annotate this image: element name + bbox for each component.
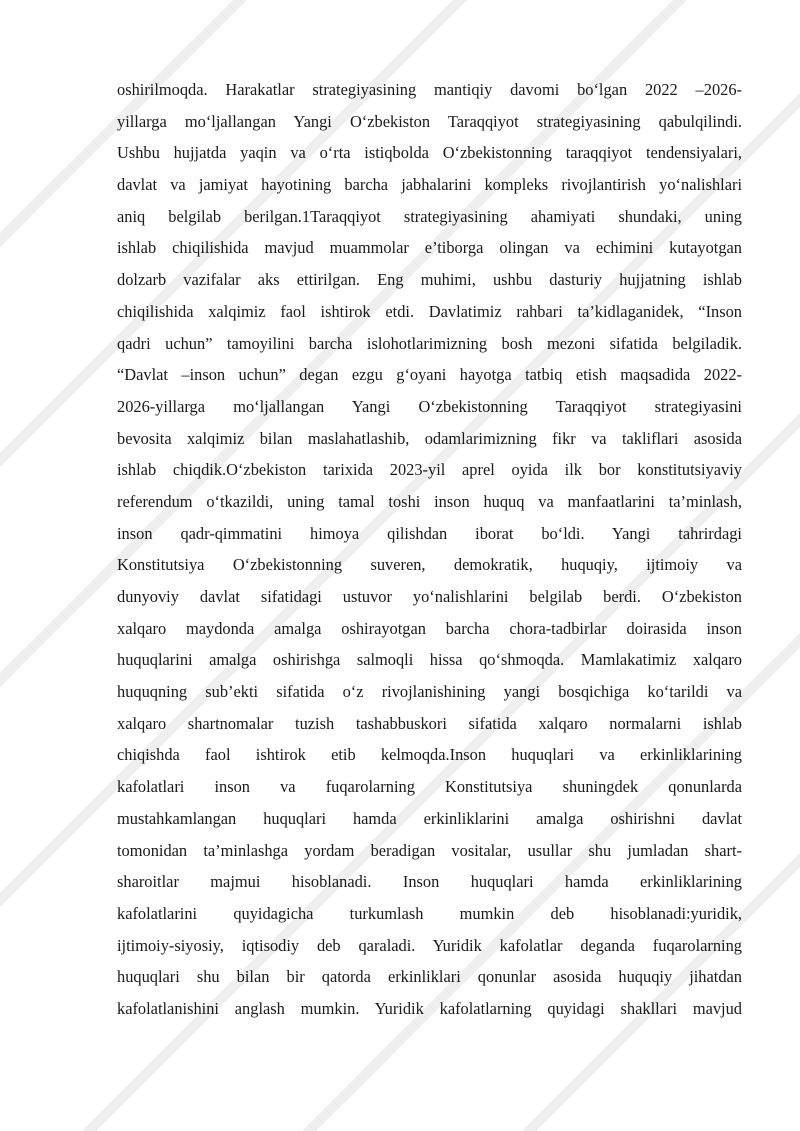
text-line: mustahkamlangan huquqlari hamda erkinliklarini amalga oshirishni davlat xyxy=(117,808,742,828)
text-line: ijtimoiy-siyosiy, iqtisodiy deb qaraladi. Yuridik kafolatlar deganda fuqarolarning xyxy=(117,935,742,955)
text-line: ishlab chiqilishida mavjud muammolar e’tiborga olingan va echimini kutayotgan xyxy=(117,238,742,258)
body-text xyxy=(117,74,742,1025)
text-line: dunyoviy davlat sifatidagi ustuvor yo‘nalishlarini belgilab berdi. O‘zbekiston xyxy=(117,587,742,606)
text-line: bevosita xalqimiz bilan maslahatlashib, odamlarimizning fikr va takliflari asosida xyxy=(117,428,742,448)
text-line: kafolatlari inson va fuqarolarning Konstitutsiya shuningdek qonunlarda xyxy=(117,777,742,797)
text-line: “Davlat –inson uchun” degan ezgu g‘oyani hayotga tatbiq etish maqsadida 2022- xyxy=(117,365,742,385)
text-line: kafolatlarini quyidagicha turkumlash mumkin deb hisoblanadi:yuridik, xyxy=(117,903,742,923)
text-line: chiqilishida xalqimiz faol ishtirok etdi. Davlatimiz rahbari ta’kidlaganidek, “Inson xyxy=(117,301,742,321)
text-line: qadri uchun” tamoyilini barcha islohotlarimizning bosh mezoni sifatida belgiladik. xyxy=(117,333,742,353)
text-line: ishlab chiqdik.O‘zbekiston tarixida 2023-yil aprel oyida ilk bor konstitutsiyaviy xyxy=(117,460,742,480)
text-line: aniq belgilab berilgan.1Taraqqiyot strategiyasining ahamiyati shundaki, uning xyxy=(117,206,742,226)
text-line: huquqlari shu bilan bir qatorda erkinliklari qonunlar asosida huquqiy jihatdan xyxy=(117,967,742,987)
text-line: yillarga mo‘ljallangan Yangi O‘zbekiston Taraqqiyot strategiyasining qabulqilindi. xyxy=(117,111,742,131)
text-line: chiqishda faol ishtirok etib kelmoqda.Inson huquqlari va erkinliklarining xyxy=(117,745,742,765)
text-line: referendum o‘tkazildi, uning tamal toshi inson huquq va manfaatlarini ta’minlash, xyxy=(117,491,742,511)
text-line: huquqlarini amalga oshirishga salmoqli hissa qo‘shmoqda. Mamlakatimiz xalqaro xyxy=(117,650,742,670)
text-line: dolzarb vazifalar aks ettirilgan. Eng muhimi, ushbu dasturiy hujjatning ishlab xyxy=(117,270,742,290)
text-line: davlat va jamiyat hayotining barcha jabhalarini kompleks rivojlantirish yo‘nalishlari xyxy=(117,175,742,195)
text-line: kafolatlanishini anglash mumkin. Yuridik kafolatlarning quyidagi shakllari mavjud xyxy=(117,998,742,1018)
text-line: sharoitlar majmui hisoblanadi. Inson huquqlari hamda erkinliklarining xyxy=(117,872,742,892)
text-line: huquqning sub’ekti sifatida o‘z rivojlanishining yangi bosqichiga ko‘tarildi va xyxy=(117,682,742,702)
text-line: Konstitutsiya O‘zbekistonning suveren, demokratik, huquqiy, ijtimoiy va xyxy=(117,555,742,575)
text-line: tomonidan ta’minlashga yordam beradigan vositalar, usullar shu jumladan shart- xyxy=(117,840,742,860)
text-line: inson qadr-qimmatini himoya qilishdan iborat bo‘ldi. Yangi tahrirdagi xyxy=(117,523,742,543)
text-line: oshirilmoqda. Harakatlar strategiyasining mantiqiy davomi bo‘lgan 2022 –2026- xyxy=(117,80,742,99)
text-line: xalqaro shartnomalar tuzish tashabbuskori sifatida xalqaro normalarni ishlab xyxy=(117,713,742,733)
text-line: Ushbu hujjatda yaqin va o‘rta istiqbolda O‘zbekistonning taraqqiyot tendensiyalari, xyxy=(117,143,742,163)
text-line: 2026-yillarga mo‘ljallangan Yangi O‘zbekistonning Taraqqiyot strategiyasini xyxy=(117,396,742,416)
text-line: xalqaro maydonda amalga oshirayotgan barcha chora-tadbirlar doirasida inson xyxy=(117,618,742,638)
